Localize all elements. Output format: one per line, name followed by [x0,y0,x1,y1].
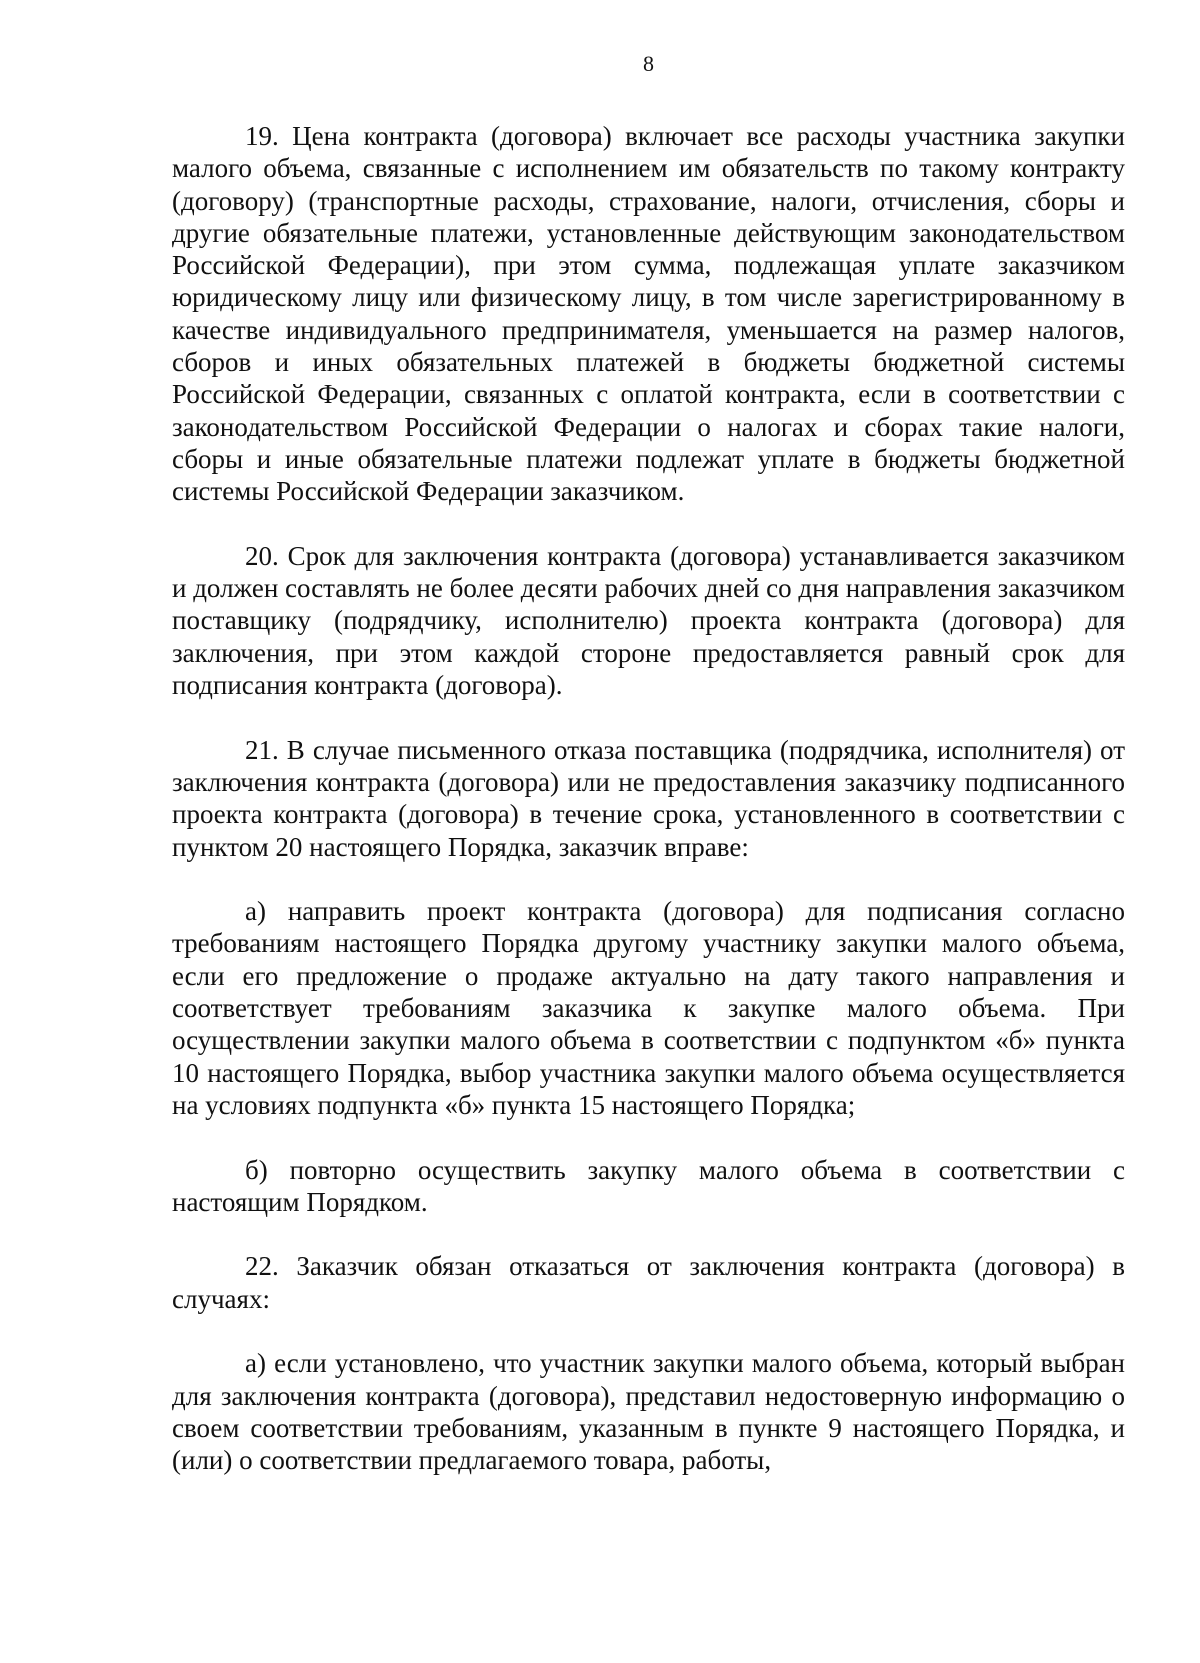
paragraph-22-a: а) если установлено, что участник закупки малого объема, который выбран для заключения контракта (договора), представил недостоверную информацию о своем соответствии требованиям, указанным в пункте 9 настоящего Порядка, и (или) о соответствии предлагаемого товара, работы, [172,1348,1125,1476]
page-number: 8 [643,51,654,76]
paragraph-21-b: б) повторно осуществить закупку малого объема в соответствии с настоящим Порядком. [172,1154,1125,1217]
paragraph-21-a: а) направить проект контракта (договора) для подписания согласно требованиям настоящего Порядка другому участнику закупки малого объема, если его предложение о продаже актуально на дату такого направления и соответствует требованиям заказчика к закупке малого объема. При осуществлении закупки малого объема в соответствии с подпунктом «б» пункта 10 настоящего Порядка, выбор участника закупки малого объема осуществляется на условиях подпункта «б» пункта 15 настоящего Порядка; [172,896,1125,1120]
paragraph-21: 21. В случае письменного отказа поставщика (подрядчика, исполнителя) от заключения контракта (договора) или не предоставления заказчику подписанного проекта контракта (договора) в течение срока, установленного в соответствии с пунктом 20 настоящего Порядка, заказчик вправе: [172,734,1125,862]
paragraph-22: 22. Заказчик обязан отказаться от заключения контракта (договора) в случаях: [172,1251,1125,1314]
paragraph-19: 19. Цена контракта (договора) включает все расходы участника закупки малого объема, связанные с исполнением им обязательств по такому контракту (договору) (транспортные расходы, страхование, налоги, отчисления, сборы и другие обязательные платежи, установленные действующим законодательством Российской Федерации), при этом сумма, подлежащая уплате заказчиком юридическому лицу или физическому лицу, в том числе зарегистрированному в качестве индивидуального предпринимателя, уменьшается на размер налогов, сборов и иных обязательных платежей в бюджеты бюджетной системы Российской Федерации, связанных с оплатой контракта, если в соответствии с законодательством Российской Федерации о налогах и сборах такие налоги, сборы и иные обязательные платежи подлежат уплате в бюджеты бюджетной системы Российской Федерации заказчиком. [172,121,1125,507]
paragraph-20: 20. Срок для заключения контракта (договора) устанавливается заказчиком и должен составлять не более десяти рабочих дней со дня направления заказчиком поставщику (подрядчику, исполнителю) проекта контракта (договора) для заключения, при этом каждой стороне предоставляется равный срок для подписания контракта (договора). [172,540,1125,701]
